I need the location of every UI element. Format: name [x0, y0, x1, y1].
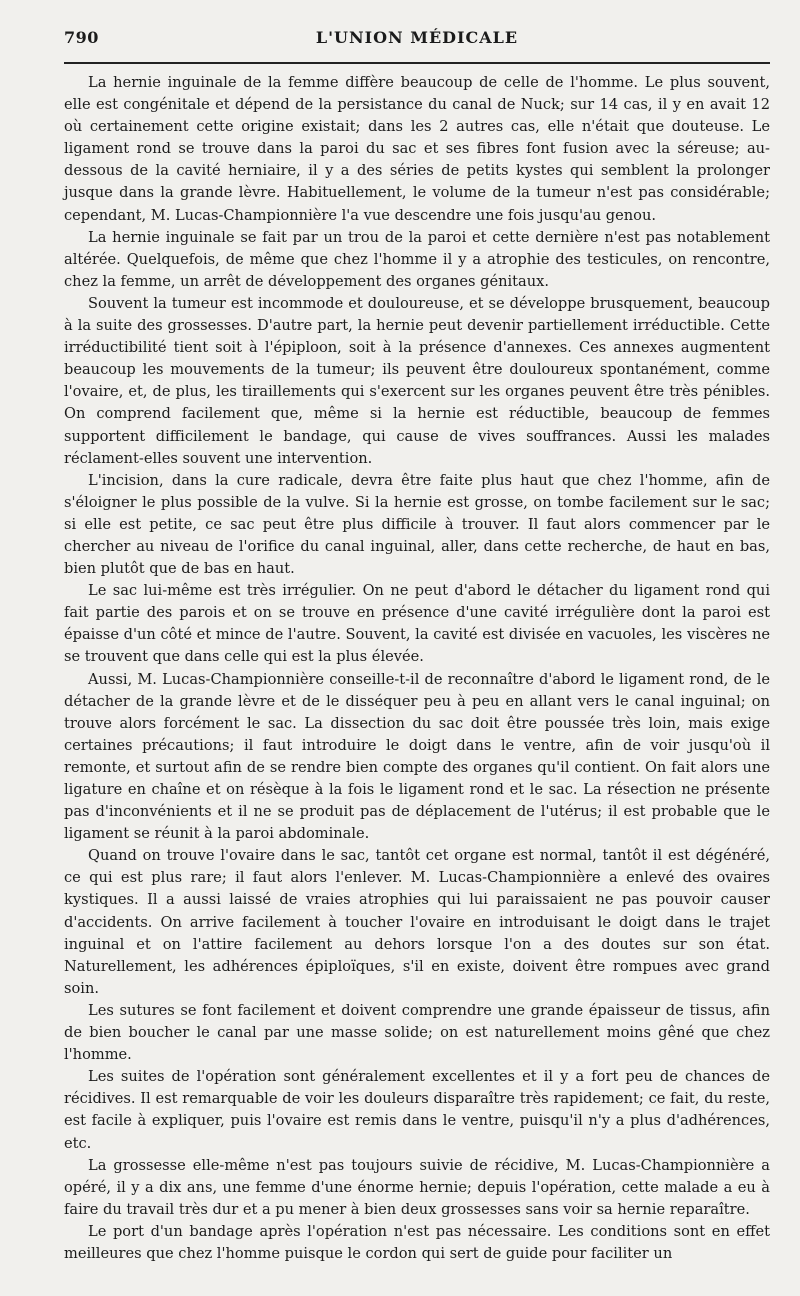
paragraph: Les suites de l'opération sont généralement excellentes et il y a fort peu de chances de récidives. Il est remarquable de voir les douleurs disparaître très rapidement; ce fait, du reste, est facile à expliquer, puis l'ovaire est remis dans le ventre, puisqu'il n'y a plus d'adhérences, etc.: [64, 1068, 770, 1152]
paragraph: La hernie inguinale de la femme diffère beaucoup de celle de l'homme. Le plus souvent, elle est congénitale et dépend de la persistance du canal de Nuck; sur 14 cas, il y en avait 12 où certainement cette origine existait; dans les 2 autres cas, elle n'était que douteuse. Le ligament rond se trouve dans la paroi du sac et ses fibres font fusion avec la séreuse; au-dessous de la cavité herniaire, il y a des séries de petits kystes qui semblent la prolonger jusque dans la grande lèvre. Habituellement, le volume de la tumeur n'est pas considérable; cependant, M. Lucas-Championnière l'a vue descendre une fois jusqu'au genou.: [64, 74, 770, 224]
running-title: L'UNION MÉDICALE: [315, 28, 519, 47]
paragraph: Aussi, M. Lucas-Championnière conseille-t-il de reconnaître d'abord le ligament rond, de le détacher de la grande lèvre et de le disséquer peu à peu en allant vers le canal inguinal; on trouve alors forcément le sac. La dissection du sac doit être poussée très loin, mais exige certaines précautions; il faut introduire le doigt dans le ventre, afin de voir jusqu'où il remonte, et surtout afin de se rendre bien compte des organes qu'il contient. On fait alors une ligature en chaîne et on résèque à la fois le ligament rond et le sac. La résection ne présente pas d'inconvénients et il ne se produit pas de déplacement de l'utérus; il est probable que le ligament se réunit à la paroi abdominale.: [64, 670, 770, 843]
paragraph: Quand on trouve l'ovaire dans le sac, tantôt cet organe est normal, tantôt il est dégénéré, ce qui est plus rare; il faut alors l'enlever. M. Lucas-Championnière a enlevé des ovaires kystiques. Il a aussi laissé de vraies atrophies qui lui paraissaient ne pas pouvoir causer d'accidents. On arrive facilement à toucher l'ovaire en introduisant le doigt dans le trajet inguinal et on l'attire facilement au dehors lorsque l'on a des doutes sur son état. Naturellement, les adhérences épiploïques, s'il en existe, doivent être rompues avec grand soin.: [64, 847, 770, 997]
article-body: [64, 72, 770, 1265]
paragraph: La hernie inguinale se fait par un trou de la paroi et cette dernière n'est pas notablement altérée. Quelquefois, de même que chez l'homme il y a atrophie des testicules, on rencontre, chez la femme, un arrêt de développement des organes génitaux.: [64, 228, 770, 290]
page-header: [64, 28, 770, 58]
paragraph: Souvent la tumeur est incommode et douloureuse, et se développe brusquement, beaucoup à la suite des grossesses. D'autre part, la hernie peut devenir partiellement irréductible. Cette irréductibilité tient soit à l'épiploon, soit à la présence d'annexes. Ces annexes augmentent beaucoup les mouvements de la tumeur; ils peuvent être douloureux spontanément, comme l'ovaire, et, de plus, les tiraillements qui s'exercent sur les organes peuvent être très pénibles. On comprend facilement que, même si la hernie est réductible, beaucoup de femmes supportent difficilement le bandage, qui cause de vives souffrances. Aussi les malades réclament-elles souvent une intervention.: [64, 294, 770, 467]
paragraph: La grossesse elle-même n'est pas toujours suivie de récidive, M. Lucas-Championnière a opéré, il y a dix ans, une femme d'une énorme hernie; depuis l'opération, cette malade a eu à faire du travail très dur et a pu mener à bien deux grossesses sans voir sa hernie reparaître.: [64, 1156, 770, 1218]
page-number: 790: [64, 28, 99, 47]
paragraph: Les sutures se font facilement et doivent comprendre une grande épaisseur de tissus, afin de bien boucher le canal par une masse solide; on est naturellement moins gêné que chez l'homme.: [64, 1001, 770, 1064]
paragraph: Le sac lui-même est très irrégulier. On ne peut d'abord le détacher du ligament rond qui fait partie des parois et on se trouve en présence d'une cavité irrégulière dont la paroi est épaisse d'un côté et mince de l'autre. Souvent, la cavité est divisée en vacuoles, les viscères ne se trouvent que dans celle qui est la plus élevée.: [64, 582, 770, 666]
header-rule: [64, 62, 770, 64]
paragraph: Le port d'un bandage après l'opération n'est pas nécessaire. Les conditions sont en effet meilleures que chez l'homme puisque le cordon qui sert de guide pour faciliter un: [64, 1222, 770, 1262]
paragraph: L'incision, dans la cure radicale, devra être faite plus haut que chez l'homme, afin de s'éloigner le plus possible de la vulve. Si la hernie est grosse, on tombe facilement sur le sac; si elle est petite, ce sac peut être plus difficile à trouver. Il faut alors commencer par le chercher au niveau de l'orifice du canal inguinal, aller, dans cette recherche, de haut en bas, bien plutôt que de bas en haut.: [64, 471, 770, 578]
